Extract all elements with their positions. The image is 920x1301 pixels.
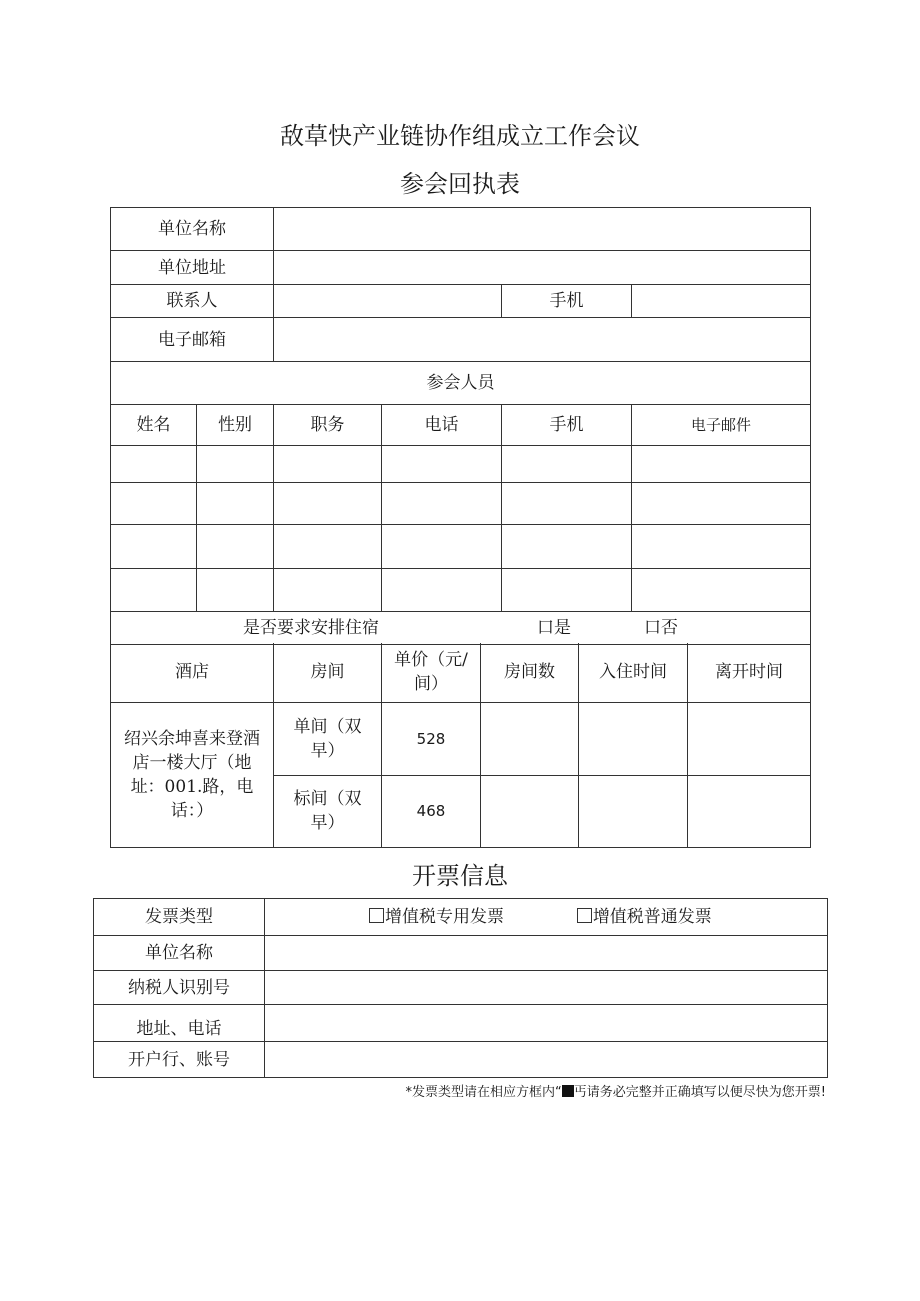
bank-account-field[interactable]	[265, 1042, 828, 1078]
room-type: 标间（双早）	[274, 775, 382, 847]
attendee-cell[interactable]	[111, 569, 197, 612]
attendee-cell[interactable]	[197, 569, 274, 612]
check-in-field[interactable]	[579, 702, 688, 775]
attendees-header: 参会人员	[111, 362, 811, 405]
attendee-cell[interactable]	[111, 446, 197, 483]
page-title: 敌草快产业链协作组成立工作会议	[280, 122, 640, 150]
attendee-cell[interactable]	[502, 483, 632, 525]
check-out-field[interactable]	[688, 702, 811, 775]
attendee-cell[interactable]	[382, 483, 502, 525]
attendee-cell[interactable]	[632, 525, 811, 569]
attendee-cell[interactable]	[632, 483, 811, 525]
col-phone: 电话	[382, 405, 502, 446]
col-position: 职务	[274, 405, 382, 446]
contact-label: 联系人	[111, 285, 274, 318]
org-address-label: 单位地址	[111, 251, 274, 285]
contact-field[interactable]	[274, 285, 502, 318]
filled-square-icon	[562, 1085, 574, 1097]
email-field[interactable]	[274, 318, 811, 362]
taxpayer-id-field[interactable]	[265, 971, 828, 1005]
attendee-cell[interactable]	[274, 525, 382, 569]
attendee-cell[interactable]	[197, 525, 274, 569]
invoice-title: 开票信息	[412, 862, 508, 890]
attendee-cell[interactable]	[502, 525, 632, 569]
room-count-field[interactable]	[481, 702, 579, 775]
checkbox-icon: 口	[644, 618, 661, 638]
attendee-cell[interactable]	[382, 446, 502, 483]
contact-mobile-field[interactable]	[632, 285, 811, 318]
room-type: 单间（双早）	[274, 702, 382, 775]
col-price: 单价（元/间）	[382, 643, 481, 702]
attendee-cell[interactable]	[111, 525, 197, 569]
accommodation-yes-option[interactable]: 口是	[537, 618, 571, 638]
col-name: 姓名	[111, 405, 197, 446]
email-label: 电子邮箱	[111, 318, 274, 362]
address-phone-label: 地址、电话	[94, 1005, 265, 1042]
col-email: 电子邮件	[632, 405, 811, 446]
hotel-table	[110, 643, 811, 848]
invoice-org-name-label: 单位名称	[94, 936, 265, 971]
org-name-label: 单位名称	[111, 208, 274, 251]
attendee-cell[interactable]	[111, 483, 197, 525]
room-count-field[interactable]	[481, 775, 579, 847]
checkbox-icon: 口	[537, 618, 554, 638]
option-normal-invoice[interactable]: 增值税普通发票	[577, 907, 712, 927]
attendee-row	[111, 483, 811, 525]
col-room-count: 房间数	[481, 643, 579, 702]
attendee-cell[interactable]	[274, 483, 382, 525]
attendee-row	[111, 569, 811, 612]
col-check-in: 入住时间	[579, 643, 688, 702]
attendee-row	[111, 525, 811, 569]
option-special-invoice[interactable]: 增值税专用发票	[369, 907, 504, 927]
col-hotel: 酒店	[111, 643, 274, 702]
attendee-row	[111, 446, 811, 483]
org-name-field[interactable]	[274, 208, 811, 251]
accommodation-no-option[interactable]: 口否	[644, 618, 678, 638]
invoice-type-label: 发票类型	[94, 899, 265, 936]
col-mobile: 手机	[502, 405, 632, 446]
attendee-cell[interactable]	[382, 569, 502, 612]
invoice-org-name-field[interactable]	[265, 936, 828, 971]
contact-mobile-label: 手机	[502, 285, 632, 318]
attendee-cell[interactable]	[382, 525, 502, 569]
attendee-cell[interactable]	[632, 569, 811, 612]
col-check-out: 离开时间	[688, 643, 811, 702]
room-price: 468	[382, 775, 481, 847]
attendee-cell[interactable]	[632, 446, 811, 483]
attendee-cell[interactable]	[274, 446, 382, 483]
col-room: 房间	[274, 643, 382, 702]
col-gender: 性别	[197, 405, 274, 446]
hotel-name: 绍兴余坤喜来登酒店一楼大厅（地址：001.路，电话：）	[111, 702, 274, 847]
checkbox-icon	[369, 908, 384, 923]
attendee-cell[interactable]	[197, 483, 274, 525]
bank-account-label: 开户行、账号	[94, 1042, 265, 1078]
registration-table	[110, 207, 811, 645]
check-in-field[interactable]	[579, 775, 688, 847]
attendee-cell[interactable]	[274, 569, 382, 612]
address-phone-field[interactable]	[265, 1005, 828, 1042]
attendee-cell[interactable]	[197, 446, 274, 483]
attendee-cell[interactable]	[502, 446, 632, 483]
room-price: 528	[382, 702, 481, 775]
page-subtitle: 参会回执表	[400, 170, 520, 198]
attendee-cell[interactable]	[502, 569, 632, 612]
check-out-field[interactable]	[688, 775, 811, 847]
invoice-note: *发票类型请在相应方框内“ 丐请务必完整并正确填写以便尽快为您开票!	[405, 1085, 826, 1100]
invoice-table	[93, 898, 828, 1078]
accommodation-question: 是否要求安排住宿	[243, 618, 379, 638]
taxpayer-id-label: 纳税人识别号	[94, 971, 265, 1005]
checkbox-icon	[577, 908, 592, 923]
org-address-field[interactable]	[274, 251, 811, 285]
